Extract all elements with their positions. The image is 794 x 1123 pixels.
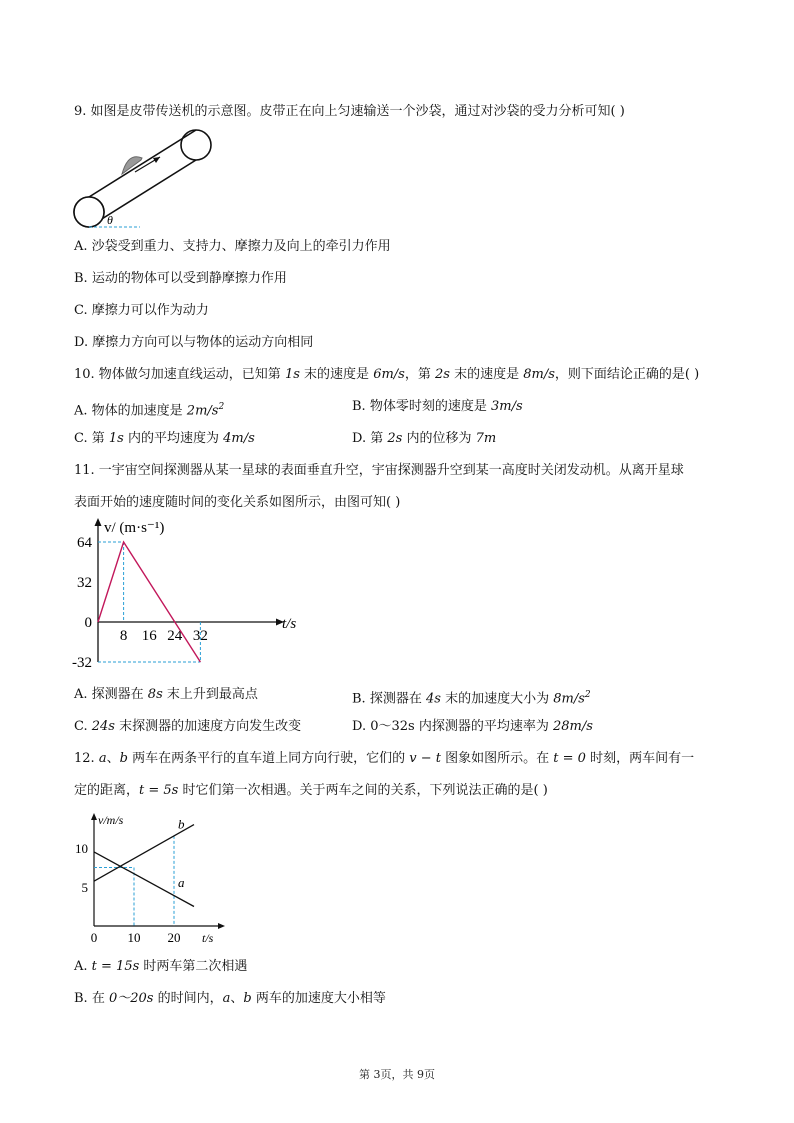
belt-lower-edge xyxy=(89,160,196,227)
chart2-series-b xyxy=(94,825,194,882)
q11-option-b: B. 探测器在 4s 末的加速度大小为 $8m/s^2$ xyxy=(352,690,591,707)
chart2-x-arrow xyxy=(218,923,225,929)
chart1-y-arrow xyxy=(95,518,102,526)
chart2-xtick-0: 0 xyxy=(90,930,98,945)
page-footer: 第 3页，共 9页 xyxy=(359,1068,435,1081)
q12-stem-line2: 定的距离，t = 5s 时它们第一次相遇。关于两车之间的关系，下列说法正确的是( ) xyxy=(74,783,548,798)
q9-option-d: D. 摩擦力方向可以与物体的运动方向相同 xyxy=(74,335,314,350)
q10-option-a: A. 物体的加速度是 $2m/s^2$ xyxy=(74,402,225,419)
chart2-ytick-5: 5 xyxy=(81,880,88,895)
chart1-xlabel: t/s xyxy=(282,616,297,632)
q11-stem-line1: 11. 一宇宙空间探测器从某一星球的表面垂直升空，宇宙探测器升空到某一高度时关闭发动机。从离开星球 xyxy=(74,463,684,478)
chart1-ylabel: v/ (m·s⁻¹) xyxy=(104,520,165,536)
chart2-xtick-20: 20 xyxy=(167,930,181,945)
chart1-series-v xyxy=(98,542,200,662)
chart1-xtick-16: 16 xyxy=(141,628,157,644)
q10-option-c: C. 第 1s 内的平均速度为 4m/s xyxy=(74,431,255,446)
q11-stem-line2: 表面开始的速度随时间的变化关系如图所示，由图可知( ) xyxy=(74,495,401,510)
q12-vt-chart xyxy=(74,810,234,950)
q9-option-b: B. 运动的物体可以受到静摩擦力作用 xyxy=(74,271,287,286)
q12-option-b: B. 在 0～20s 的时间内，a、b 两车的加速度大小相等 xyxy=(74,991,386,1006)
chart2-xtick-10: 10 xyxy=(127,930,141,945)
q9-conveyor-figure xyxy=(72,128,217,230)
chart1-xtick-24: 24 xyxy=(167,628,183,644)
q11-vt-chart xyxy=(72,516,297,671)
chart2-ylabel: v/m/s xyxy=(98,813,124,827)
q10-option-d: D. 第 2s 内的位移为 7m xyxy=(352,431,497,446)
chart2-label-b: b xyxy=(178,816,185,832)
chart1-ytick--32: -32 xyxy=(72,655,92,671)
chart2-xlabel: t/s xyxy=(202,931,214,945)
q12-option-a: A. t = 15s 时两车第二次相遇 xyxy=(74,959,248,974)
q10-option-b: B. 物体零时刻的速度是 3m/s xyxy=(352,399,523,414)
q9-stem: 9. 如图是皮带传送机的示意图。皮带正在向上匀速输送一个沙袋，通过对沙袋的受力分析可知( ) xyxy=(74,104,625,119)
chart2-label-a: a xyxy=(178,875,185,890)
q10-stem: 10. 物体做匀加速直线运动，已知第 1s 末的速度是 6m/s，第 2s 末的速度是 8m/s，则下面结论正确的是( ) xyxy=(74,367,700,382)
belt-upper-edge xyxy=(89,130,196,197)
chart1-ytick-64: 64 xyxy=(77,535,92,551)
q12-stem-line1: 12. a、b 两车在两条平行的直车道上同方向行驶，它们的 v − t 图象如图所示。在 t = 0 时刻，两车间有一 xyxy=(74,751,695,766)
conveyor-top-roller xyxy=(181,130,211,160)
chart1-ytick-0: 0 xyxy=(84,615,92,631)
q9-option-a: A. 沙袋受到重力、支持力、摩擦力及向上的牵引力作用 xyxy=(74,239,391,254)
chart1-ytick-32: 32 xyxy=(77,575,92,591)
chart1-xtick-32: 32 xyxy=(192,628,208,644)
q9-option-c: C. 摩擦力可以作为动力 xyxy=(74,303,209,318)
chart2-ytick-10: 10 xyxy=(75,841,88,856)
q11-option-d: D. 0～32s 内探测器的平均速率为 28m/s xyxy=(352,719,593,734)
chart2-y-arrow xyxy=(91,813,97,820)
q11-option-a: A. 探测器在 8s 末上升到最高点 xyxy=(74,687,258,702)
angle-label: θ xyxy=(107,213,113,227)
q11-option-c: C. 24s 末探测器的加速度方向发生改变 xyxy=(74,719,302,734)
chart1-xtick-8: 8 xyxy=(119,628,128,644)
